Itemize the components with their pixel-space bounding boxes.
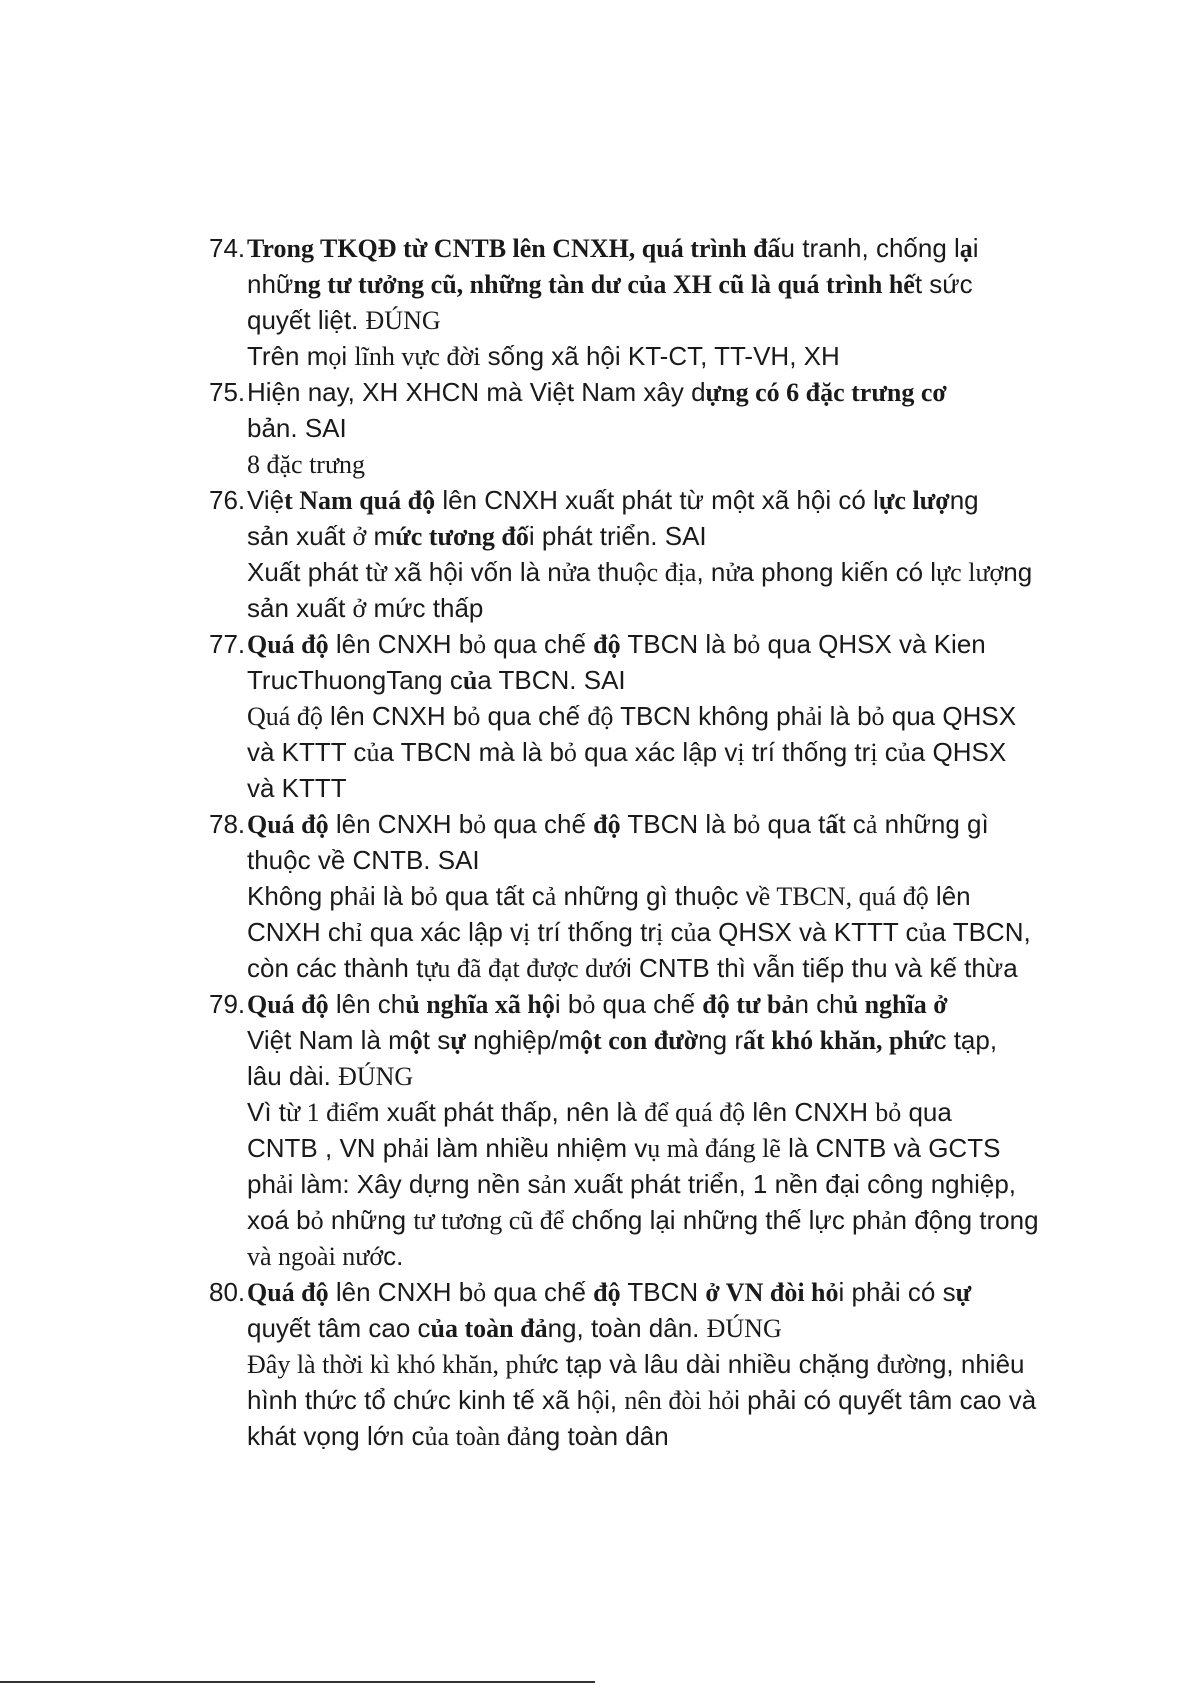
answer-line [209,590,1089,626]
question-text: i b [554,989,583,1019]
answer-text: i là b [369,881,425,911]
answer-line [209,554,1089,590]
answer-text: sống xã hội KT-CT, TT-VH, XH [480,341,840,371]
question-line [209,806,1089,842]
question-text: ĐÚNG [365,306,441,335]
answer-text: lên [928,881,971,911]
answer-text: CNTB , VN ph [247,1133,412,1163]
question-line [209,374,1089,410]
question-text: ất khó khăn, phứ [742,1026,934,1055]
question-text: nghiệp/m [465,1025,581,1055]
answer-text: a TBCN, [931,917,1031,947]
question-line [209,1058,1089,1094]
question-text: nhữ [247,269,294,299]
question-text: ả [865,810,878,839]
answer-text: i CNTB thì vẫn tiếp thu và kế thừa [625,953,1018,983]
answer-text: xoá b [247,1205,311,1235]
question-text: t sức [914,269,973,299]
answer-text: ng toàn dân [531,1421,669,1451]
answer-text: qua QHSX [884,701,1017,731]
question-text: qua QHSX và Kien [760,629,986,659]
answer-text: 8 đặc trưng [247,450,366,479]
question-text: ủ [462,666,478,695]
question-number: 80. [209,1277,246,1307]
answer-text: ị [656,918,664,947]
question-text: qua chế [595,989,703,1019]
answer-text: ả [880,1206,893,1235]
answer-text: ỏ [424,882,438,911]
question-text: qua chế [486,629,594,659]
answer-text: khát vọng lớn c [247,1421,425,1451]
question-number: 76. [209,485,246,515]
question-line [209,518,1089,554]
question-text: Việ [247,485,285,515]
question-text: lên CNXH b [328,629,474,659]
question-number: 79. [209,989,246,1019]
answer-text: qua tất c [437,881,545,911]
question-text: lên CNXH b [328,809,474,839]
question-text: Quá độ [247,810,329,839]
question-text: ỏ [747,810,761,839]
question-text: thuộc về CNTB. SAI [247,845,480,875]
answer-text: ng [1003,557,1033,587]
question-text: ủ nghĩa ở [843,990,948,1019]
answer-text: a TBCN mà là b [379,737,564,767]
question-line [209,1310,1089,1346]
answer-line [209,950,1089,986]
question-text: ở VN đòi hỏ [705,1278,839,1307]
answer-text: ừ 1 điể [286,1098,358,1127]
question-text: lên ch [328,989,406,1019]
answer-text: đườ [876,1350,918,1379]
answer-text: qua xác lập v [362,917,524,947]
answer-text: còn các thành t [247,953,424,983]
question-text: ng r [698,1025,743,1055]
answer-text: n động trong [892,1205,1039,1235]
answer-text: Xuất phát t [247,557,373,587]
question-line [209,986,1089,1022]
question-text: ỏ [473,1278,487,1307]
answer-text: CNXH ch [247,917,356,947]
question-number: 74. [209,233,246,263]
question-text: t Nam quá độ [284,486,436,515]
question-text: qua chế [486,1277,594,1307]
question-text: TBCN là b [620,809,748,839]
question-text: Hiện nay, XH XHCN mà Việt Nam xây d [247,377,706,407]
answer-text: i, [604,1385,625,1415]
answer-text: a QHSX và KTTT c [696,917,919,947]
question-text: ĐÚNG [706,1314,782,1343]
answer-text: ả [544,882,557,911]
question-text: độ [593,630,621,659]
question-line [209,662,1089,698]
question-line [209,230,1089,266]
answer-text: i [341,341,355,371]
question-text: ĐÚNG [338,1062,414,1091]
question-text: ức tương đố [395,522,529,551]
answer-text: lên CNXH [745,1097,876,1127]
question-text: i [972,233,979,263]
question-line [209,410,1089,446]
answer-text: ủ [683,918,697,947]
answer-text: ựu đã đạt được dướ [423,954,626,983]
question-text: ủ nghĩa xã hộ [405,990,555,1019]
question-text: bản. SAI [247,413,347,443]
question-line [209,842,1089,878]
answer-text: Trên m [247,341,329,371]
question-text: TBCN là b [620,629,748,659]
answer-text: i làm: Xây dựng nền s [287,1169,541,1199]
question-text: i phải có s [838,1277,956,1307]
question-text: ấ [825,810,839,839]
question-item [209,626,1089,806]
answer-text: Đây là thời kì khó khăn, phứ [247,1350,546,1379]
question-text: ự [450,1026,466,1055]
answer-line [209,446,1089,482]
question-line [209,302,1089,338]
question-text: ỏ [747,630,761,659]
question-text: lên CNXH b [328,1277,474,1307]
answer-text: những gì thuộc v [556,881,759,911]
answer-text: ỏ [310,1206,324,1235]
question-line [209,482,1089,518]
answer-text: ng, nhiêu [917,1349,1025,1379]
question-text: ủa toàn đả [430,1314,548,1343]
question-text: ng tư tưởng cũ, những tàn dư của XH cũ là quá trình hế [293,270,915,299]
question-text: ực lượ [878,486,950,515]
answer-text: ộc địa [633,558,697,587]
question-text: ở [352,522,367,551]
answer-text: để quá độ [644,1098,746,1127]
answer-text: ị [870,738,878,767]
answer-text: độ [587,702,614,731]
answer-text: ộ [591,1386,605,1415]
question-item [209,482,1089,626]
answer-text: c [663,917,684,947]
answer-text: , n [696,557,726,587]
answer-text: xã hội vốn là n [386,557,562,587]
answer-text: chống lại những thế lực ph [564,1205,881,1235]
question-text: Trong TKQĐ từ CNTB lên CNXH, quá trình đấ [247,234,781,263]
question-text: Việt Nam là m [247,1025,410,1055]
answer-text: ủ [918,918,932,947]
question-item [209,806,1089,986]
question-text: m [366,521,396,551]
answer-text: a phong kiến có l [739,557,937,587]
answer-line [209,1166,1089,1202]
answer-text: ở [352,594,367,623]
question-text: ạ [959,234,973,263]
answer-text: ỉ [355,918,363,947]
answer-text: và KTTT [247,773,347,803]
question-text: độ [593,810,621,839]
answer-text: ị [523,918,531,947]
question-item [209,374,1089,482]
answer-text: và ngoài nướ [247,1242,384,1271]
answer-line [209,734,1089,770]
answer-text: a thu [575,557,634,587]
question-text: ng, toàn dân. [547,1313,707,1343]
question-text: ỏ [582,990,596,1019]
answer-text: i phải có quyết tâm cao và [734,1385,1037,1415]
answer-text: ực lượ [936,558,1004,587]
question-item [209,1274,1089,1454]
question-text: quyết liệt. [247,305,366,335]
question-line [209,1022,1089,1058]
answer-text: i là b [816,701,872,731]
question-text: ng [949,485,979,515]
question-text: Quá độ [247,630,329,659]
answer-line [209,770,1089,806]
answer-text: ề TBCN, quá độ [758,882,929,911]
answer-line [209,1130,1089,1166]
question-text: những gì [877,809,989,839]
answer-text: c [877,737,898,767]
answer-text: mức thấp [366,593,484,623]
question-item [209,230,1089,374]
answer-line [209,1202,1089,1238]
answer-text: lên CNXH b [322,701,468,731]
answer-text: m xuất phát thấp, nên là [357,1097,645,1127]
answer-text: n xuất phát triển, 1 nền đại công nghiệp, [552,1169,1017,1199]
question-text: t s [422,1025,451,1055]
question-text: sản xuất [247,521,353,551]
question-number: 77. [209,629,246,659]
answer-text: ả [358,882,370,911]
answer-text: tư tương cũ để [413,1206,565,1235]
question-text: ột con đườ [580,1026,699,1055]
answer-text: trí thống tr [744,737,871,767]
answer-text: a QHSX [910,737,1007,767]
question-text: qua t [760,809,826,839]
answer-line [209,1094,1089,1130]
answer-text: ả [805,702,817,731]
answer-text: ị [737,738,745,767]
answer-text: và KTTT c [247,737,367,767]
question-line [209,626,1089,662]
answer-text: c tạp và lâu dài nhiều chặng [545,1349,877,1379]
answer-line [209,338,1089,374]
answer-text: qua [901,1097,952,1127]
answer-text: ủa toàn đả [424,1422,532,1451]
answer-text: sản xuất [247,593,353,623]
answer-text: là CNTB và GCTS [780,1133,1001,1163]
answer-text: ọ [328,342,342,371]
question-text: Quá độ [247,1278,329,1307]
answer-text: bỏ [875,1098,902,1127]
answer-text: ụ mà đáng lẽ [647,1134,781,1163]
question-text: ộ [409,1026,423,1055]
question-text: TBCN [620,1277,706,1307]
answer-text: Không ph [247,881,359,911]
question-text: c tạp, [933,1025,998,1055]
question-text: ự [955,1278,972,1307]
question-text: t c [838,809,866,839]
answer-line [209,914,1089,950]
answer-text: c. [383,1241,404,1271]
answer-line [209,698,1089,734]
answer-text: ả [275,1170,288,1199]
answer-line [209,1382,1089,1418]
answer-text: ử [725,558,740,587]
answer-text: Vì t [247,1097,287,1127]
question-text: a TBCN. SAI [477,665,626,695]
question-text: lên CNXH xuất phát từ một xã hội có l [435,485,879,515]
answer-text: i làm nhiều nhiệm v [423,1133,648,1163]
answer-text: ừ [372,558,387,587]
question-text: u tranh, chống l [780,233,960,263]
answer-text: ử [561,558,576,587]
question-text: i phát triển. SAI [528,521,707,551]
question-number: 78. [209,809,246,839]
answer-text: TBCN không ph [613,701,806,731]
document-body [209,230,1089,1454]
answer-text: nên đòi hỏ [624,1386,735,1415]
question-text: quyết tâm cao c [247,1313,431,1343]
question-text: độ tư bả [702,990,795,1019]
question-text: lâu dài. [247,1061,339,1091]
answer-line [209,1418,1089,1454]
question-text: qua chế [486,809,594,839]
answer-text: những [323,1205,414,1235]
answer-text: ủ [366,738,380,767]
answer-text: qua xác lập v [576,737,738,767]
answer-text: ỏ [563,738,577,767]
question-text: độ [593,1278,621,1307]
answer-text: ph [247,1169,276,1199]
question-line [209,266,1089,302]
answer-line [209,1346,1089,1382]
question-text: ỏ [473,630,487,659]
question-text: ựng có 6 đặc trưng cơ [705,378,947,407]
answer-text: hình thức tổ chức kinh tế xã h [247,1385,592,1415]
answer-text: ỏ [871,702,885,731]
answer-text: trí thống tr [530,917,656,947]
question-number: 75. [209,377,246,407]
answer-text: ủ [897,738,911,767]
answer-text: ả [540,1170,552,1199]
answer-line [209,878,1089,914]
question-item [209,986,1089,1274]
answer-text: ỏ [467,702,481,731]
answer-line [209,1238,1089,1274]
question-text: n ch [794,989,844,1019]
answer-text: ả [411,1134,424,1163]
answer-text: qua chế [480,701,588,731]
question-text: ỏ [473,810,487,839]
question-text: TrucThuongTang c [247,665,463,695]
question-line [209,1274,1089,1310]
page-bottom-rule [0,1681,595,1683]
answer-text: Quá độ [247,702,323,731]
question-text: Quá độ [247,990,329,1019]
answer-text: lĩnh vực đời [354,342,481,371]
